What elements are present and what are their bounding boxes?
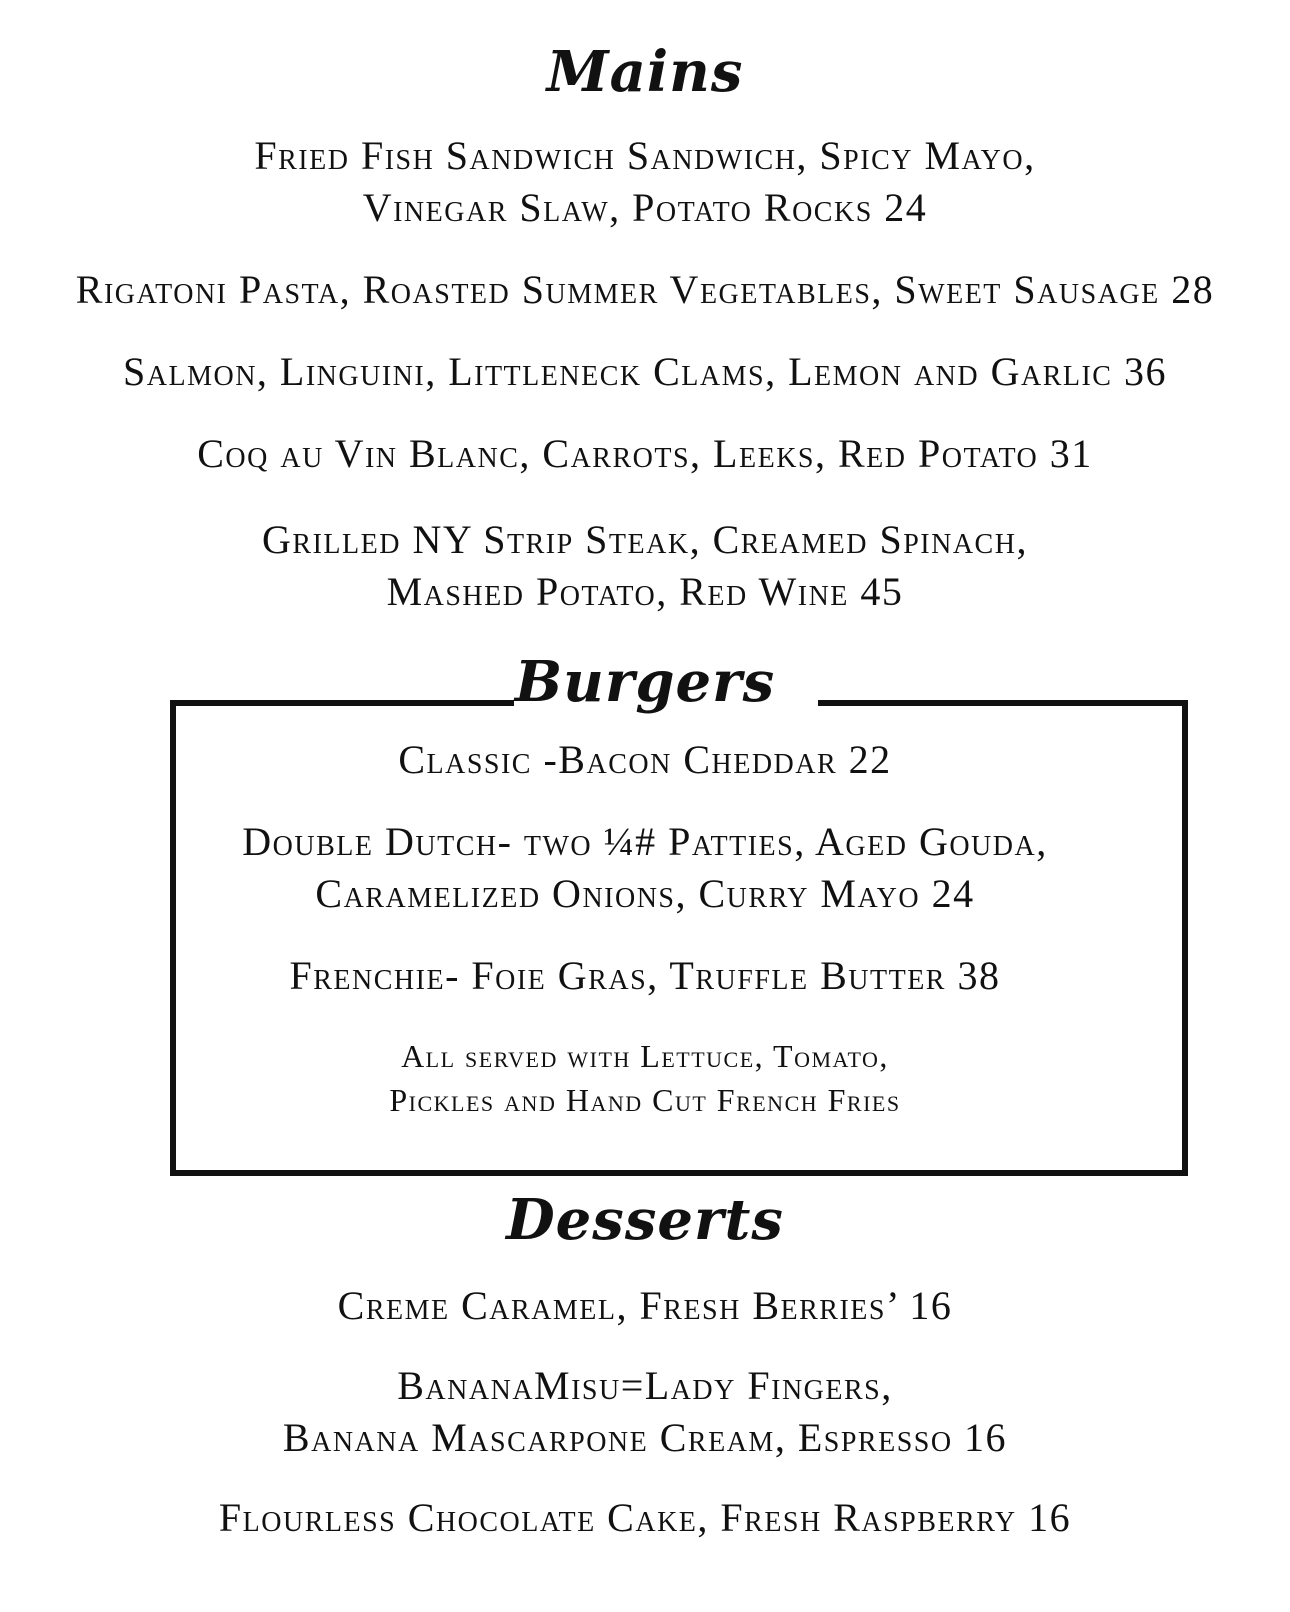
menu-item-line: Salmon, Linguini, Littleneck Clams, Lemon and Garlic 36 — [123, 349, 1167, 394]
note-line: All served with Lettuce, Tomato, — [401, 1038, 889, 1074]
menu-item-line: Banana Mascarpone Cream, Espresso 16 — [282, 1415, 1008, 1460]
menu-item-line: Caramelized Onions, Curry Mayo 24 — [315, 871, 975, 916]
menu-item-frenchie-burger — [0, 950, 1290, 1002]
menu-item-line: Vinegar Slaw, Potato Rocks 24 — [362, 185, 928, 230]
menu-item-line: Coq au Vin Blanc, Carrots, Leeks, Red Potato 31 — [197, 431, 1093, 476]
menu-item-double-dutch-burger — [0, 816, 1290, 920]
menu-item-line: Grilled NY Strip Steak, Creamed Spinach, — [262, 517, 1028, 562]
menu-item-coq-au-vin — [0, 428, 1290, 480]
menu-item-ny-strip-steak — [0, 514, 1290, 618]
menu-item-line: Double Dutch- two ¼# Patties, Aged Gouda, — [242, 819, 1048, 864]
menu-item-line: Classic -Bacon Cheddar 22 — [398, 737, 892, 782]
menu-item-flourless-chocolate-cake — [0, 1492, 1290, 1544]
menu-item-classic-burger — [0, 734, 1290, 786]
menu-item-creme-caramel — [0, 1280, 1290, 1332]
menu-item-line: Fried Fish Sandwich Sandwich, Spicy Mayo, — [254, 133, 1036, 178]
desserts-heading: Desserts — [506, 1187, 784, 1253]
menu-item-fried-fish-sandwich — [0, 130, 1290, 234]
note-line: Pickles and Hand Cut French Fries — [389, 1082, 901, 1118]
menu-item-line: BananaMisu=Lady Fingers, — [397, 1363, 893, 1408]
menu-item-line: Frenchie- Foie Gras, Truffle Butter 38 — [289, 953, 1001, 998]
mains-heading: Mains — [546, 39, 744, 105]
menu-item-line: Mashed Potato, Red Wine 45 — [386, 569, 904, 614]
menu-item-bananamisu — [0, 1360, 1290, 1464]
menu-item-rigatoni-pasta — [0, 264, 1290, 316]
menu-item-line: Creme Caramel, Fresh Berries’ 16 — [337, 1283, 953, 1328]
menu-item-line: Flourless Chocolate Cake, Fresh Raspberry 16 — [218, 1495, 1072, 1540]
burgers-heading: Burgers — [514, 649, 776, 715]
menu-item-line: Rigatoni Pasta, Roasted Summer Vegetables, Sweet Sausage 28 — [75, 267, 1215, 312]
burgers-served-with-note — [0, 1034, 1290, 1122]
menu-item-salmon-linguini — [0, 346, 1290, 398]
